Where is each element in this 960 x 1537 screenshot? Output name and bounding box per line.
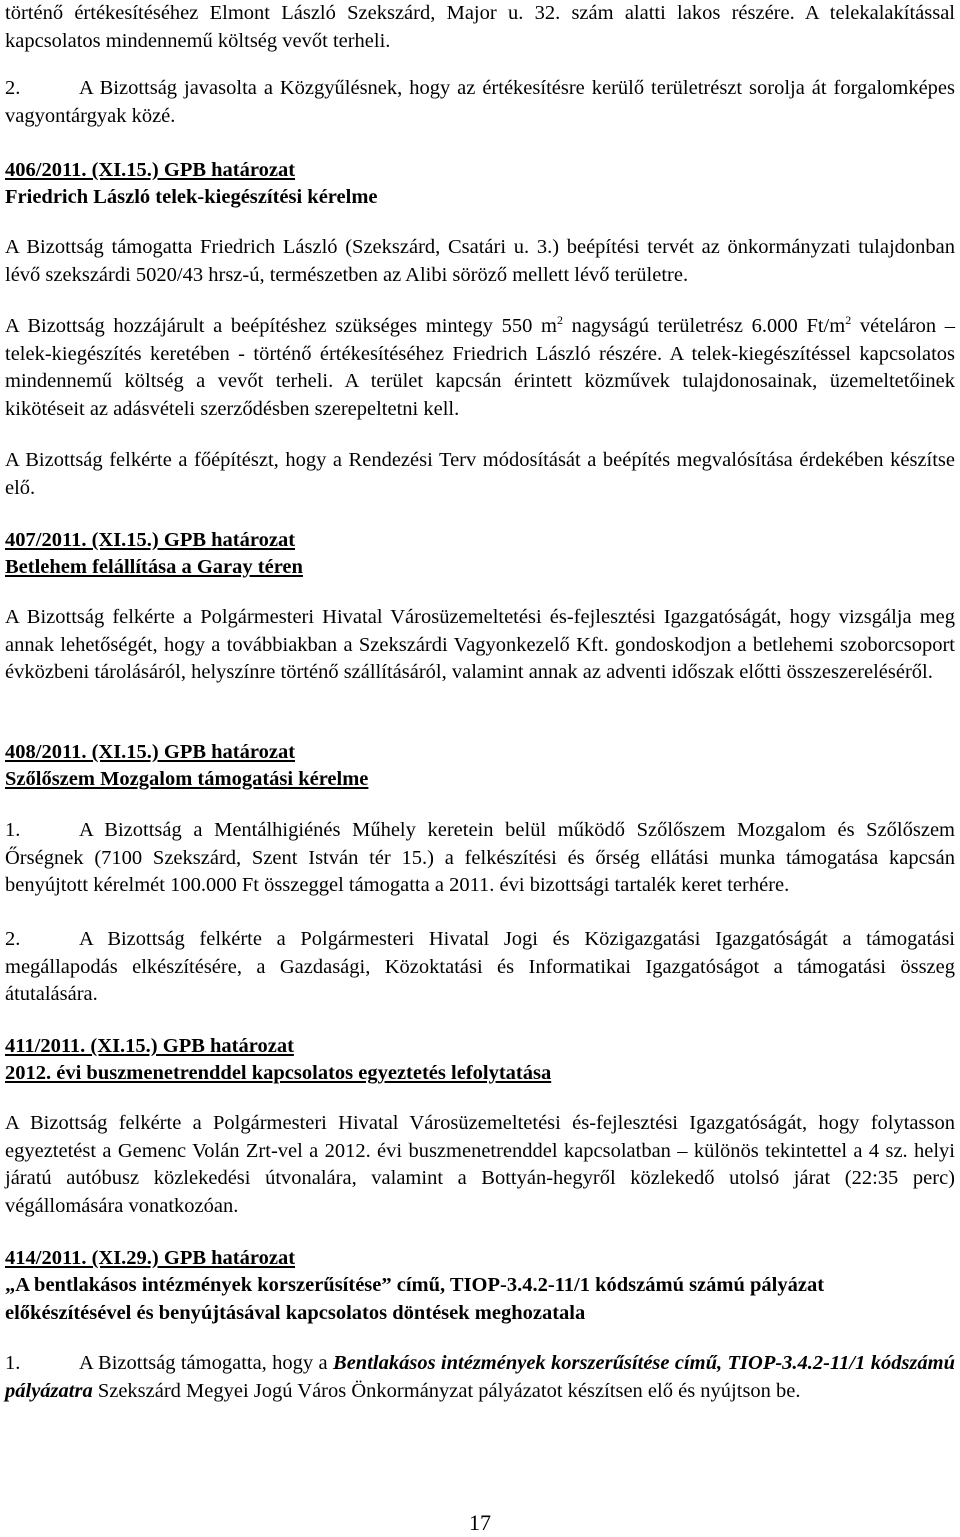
- resolution-406-paragraph-2: [5, 313, 955, 423]
- superscript: 2: [845, 313, 852, 328]
- paragraph-point-2: [5, 75, 955, 130]
- point-number: 1.: [5, 1352, 21, 1374]
- text-span: A Bizottság támogatta, hogy a: [79, 1352, 334, 1374]
- text-span: Szekszárd Megyei Jogú Város Önkormányzat pályázatot készítsen elő és nyújtson be.: [92, 1379, 801, 1402]
- resolution-407-title: Betlehem felállítása a Garay téren: [5, 556, 303, 578]
- point-number: 2.: [5, 928, 21, 950]
- text-span: vételáron – telek-kiegészítés keretében - történő értékesítéséhez Friedrich László részére. A telek-kiegészítéssel kapcsolatos mindennemű költség a vevőt terheli. A terület kapcsán érintett közművek tulajdonosainak, üzemeltetőinek kikötéseit az adásvételi szerződésben szerepeltetni kell.: [5, 315, 955, 420]
- resolution-407-paragraph-1: A Bizottság felkérte a Polgármesteri Hivatal Városüzemeltetési és-fejlesztési Igazgatóságát, hogy vizsgálja meg annak lehetőségét, hogy a továbbiakban a Szekszárdi Vagyonkezelő Kft. gondoskodjon a betlehemi szoborcsoport évközbeni tárolásáról, helyszínre történő szállításáról, valamint annak az adventi időszak előtti összeszereléséről.: [5, 606, 955, 683]
- resolution-407-number: 407/2011. (XI.15.) GPB határozat: [5, 529, 296, 551]
- text-span: A Bizottság hozzájárult a beépítéshez szükséges mintegy 550 m: [5, 315, 557, 337]
- point-text: A Bizottság felkérte a Polgármesteri Hivatal Jogi és Közigazgatási Igazgatóságát a támogatási megállapodás elkészítésére, a Gazdasági, Közoktatási és Informatikai Igazgatóságot a támogatási összeg átutalására.: [5, 928, 955, 1005]
- resolution-411-paragraph-1: A Bizottság felkérte a Polgármesteri Hivatal Városüzemeltetési és-fejlesztési Igazgatóságát, hogy folytasson egyeztetést a Gemenc Volán Zrt-vel a 2012. évi buszmenetrenddel kapcsolatban – különös tekintettel a 4 sz. helyi járatú autóbusz közlekedési útvonalára, valamint a Bottyán-hegyről közlekedő utolsó járat (22:35 perc) végállomására vonatkozóan.: [5, 1112, 955, 1217]
- point-text: A Bizottság javasolta a Közgyűlésnek, hogy az értékesítésre kerülő területrészt sorolja át forgalomképes vagyontárgyak közé.: [5, 77, 955, 127]
- resolution-408-title: Szőlőszem Mozgalom támogatási kérelme: [5, 768, 369, 790]
- resolution-406-number: 406/2011. (XI.15.) GPB határozat: [5, 159, 296, 181]
- resolution-408-point-2: [5, 926, 955, 1009]
- resolution-406-title: Friedrich László telek-kiegészítési kérelme: [5, 186, 378, 208]
- resolution-414-point-1: [5, 1350, 955, 1405]
- point-number: 2.: [5, 77, 21, 99]
- page-number: 17: [469, 1510, 491, 1535]
- superscript: 2: [556, 313, 563, 328]
- resolution-408-number: 408/2011. (XI.15.) GPB határozat: [5, 741, 296, 763]
- resolution-411-number: 411/2011. (XI.15.) GPB határozat: [5, 1035, 294, 1057]
- point-text: A Bizottság a Mentálhigiénés Műhely keretein belül működő Szőlőszem Mozgalom és Szőlőszem Őrségnek (7100 Szekszárd, Szent István tér 15.) a felkészítési és őrség ellátási munka támogatása kapcsán benyújtott kérelmét 100.000 Ft összeggel támogatta a 2011. évi bizottsági tartalék keret terhére.: [5, 819, 955, 896]
- text-span: nagyságú területrész 6.000 Ft/m: [562, 315, 846, 337]
- italic-text-span: Bentlakásos intézmények korszerűsítése című, TIOP-3.4.2-11/1 kódszámú pályázatra: [5, 1352, 955, 1402]
- paragraph-continuation: történő értékesítéséhez Elmont László Szekszárd, Major u. 32. szám alatti lakos részére. A telekalakítással kapcsolatos mindennemű költség vevőt terheli.: [5, 2, 955, 52]
- resolution-406-paragraph-3: A Bizottság felkérte a főépítészt, hogy a Rendezési Terv módosítását a beépítés megvalósítása érdekében készítse elő.: [5, 449, 955, 499]
- resolution-406-paragraph-1: A Bizottság támogatta Friedrich László (Szekszárd, Csatári u. 3.) beépítési tervét az önkormányzati tulajdonban lévő szekszárdi 5020/43 hrsz-ú, természetben az Alibi söröző mellett lévő területre.: [5, 236, 955, 286]
- resolution-411-title: 2012. évi buszmenetrenddel kapcsolatos egyeztetés lefolytatása: [5, 1062, 552, 1084]
- resolution-414-title: „A bentlakásos intézmények korszerűsítése” című, TIOP-3.4.2-11/1 kódszámú számú pályázat előkészítésével és benyújtásával kapcsolatos döntések meghozatala: [5, 1274, 825, 1324]
- resolution-414-number: 414/2011. (XI.29.) GPB határozat: [5, 1247, 296, 1269]
- resolution-408-point-1: [5, 817, 955, 900]
- point-number: 1.: [5, 819, 21, 841]
